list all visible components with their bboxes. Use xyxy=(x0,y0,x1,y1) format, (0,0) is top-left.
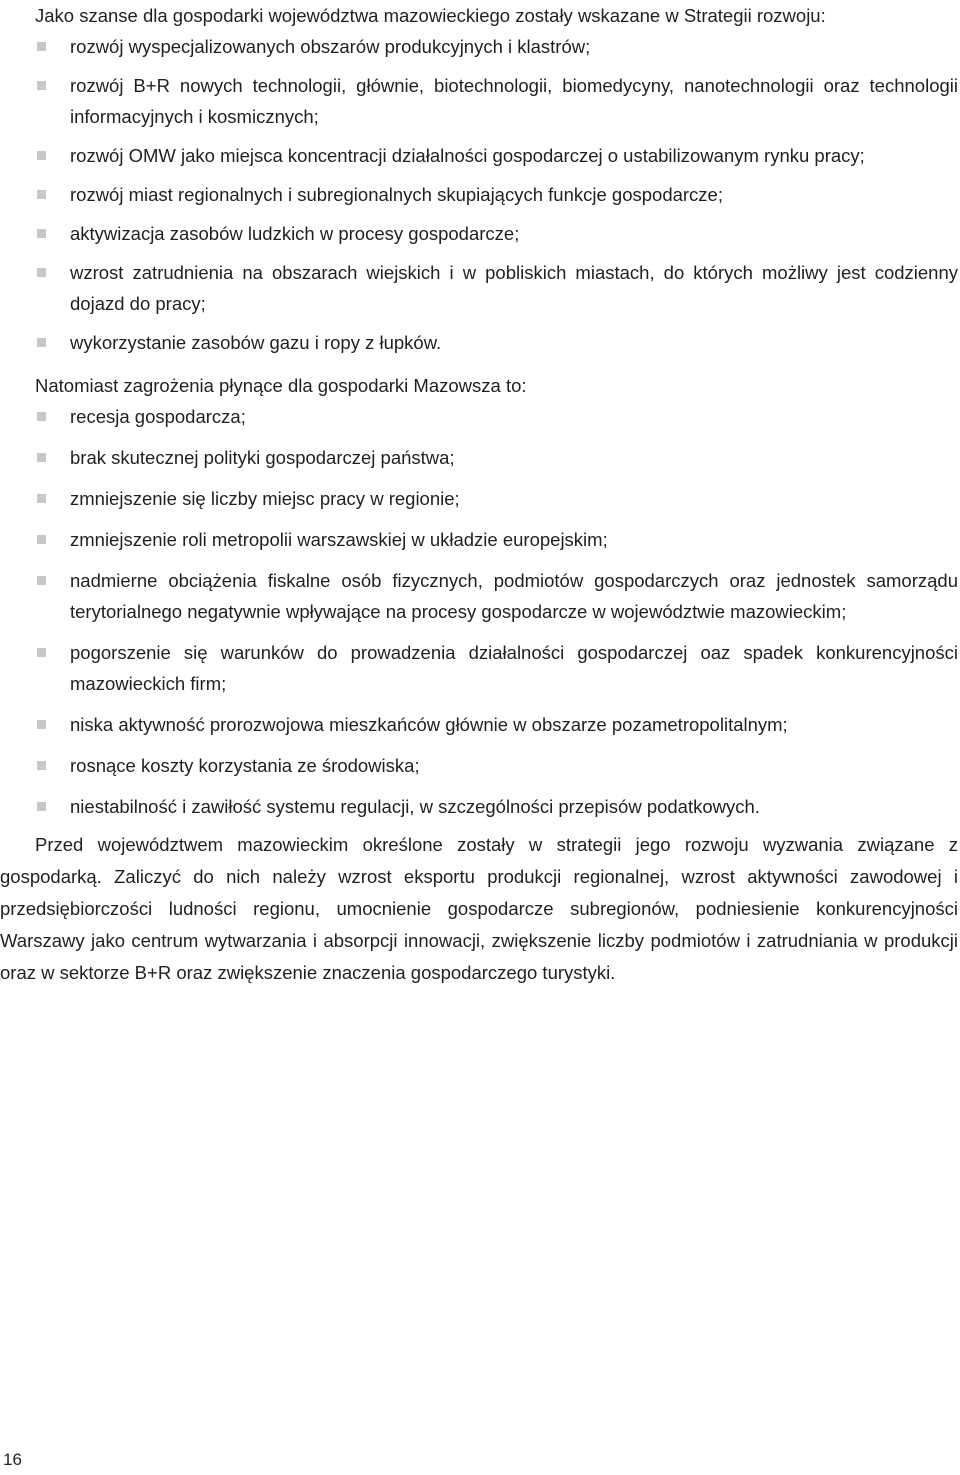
list-item: wzrost zatrudnienia na obszarach wiejskich i w pobliskich miastach, do których możliwy jest codzienny dojazd do pracy; xyxy=(0,257,960,319)
square-bullet-icon xyxy=(37,229,46,238)
square-bullet-icon xyxy=(37,338,46,347)
list-item: brak skutecznej polityki gospodarczej państwa; xyxy=(0,442,960,473)
square-bullet-icon xyxy=(37,761,46,770)
opportunities-list xyxy=(0,31,960,358)
list-item: zmniejszenie się liczby miejsc pracy w regionie; xyxy=(0,483,960,514)
square-bullet-icon xyxy=(37,802,46,811)
list-item: rozwój miast regionalnych i subregionalnych skupiających funkcje gospodarcze; xyxy=(0,179,960,210)
square-bullet-icon xyxy=(37,412,46,421)
list-item: niestabilność i zawiłość systemu regulacji, w szczególności przepisów podatkowych. xyxy=(0,791,960,822)
square-bullet-icon xyxy=(37,720,46,729)
list-item: rozwój OMW jako miejsca koncentracji działalności gospodarczej o ustabilizowanym rynku pracy; xyxy=(0,140,960,171)
square-bullet-icon xyxy=(37,648,46,657)
square-bullet-icon xyxy=(37,576,46,585)
threats-intro: Natomiast zagrożenia płynące dla gospodarki Mazowsza to: xyxy=(35,375,527,396)
square-bullet-icon xyxy=(37,268,46,277)
square-bullet-icon xyxy=(37,81,46,90)
square-bullet-icon xyxy=(37,190,46,199)
list-item: rosnące koszty korzystania ze środowiska; xyxy=(0,750,960,781)
square-bullet-icon xyxy=(37,494,46,503)
closing-paragraph: Przed województwem mazowieckim określone zostały w strategii jego rozwoju wyzwania związane z gospodarką. Zaliczyć do nich należy wzrost eksportu produkcji regionalnej, wzrost aktywności zawodowej i przedsiębiorczości ludności regionu, umocnienie gospodarcze subregionów, podniesienie konkurencyjności Warszawy jako centrum wytwarzania i absorpcji innowacji, zwiększenie liczby podmiotów i zatrudniania w produkcji oraz w sektorze B+R oraz zwiększenie znaczenia gospodarczego turystyki. xyxy=(0,834,958,983)
threats-list xyxy=(0,401,960,822)
list-item: rozwój wyspecjalizowanych obszarów produkcyjnych i klastrów; xyxy=(0,31,960,62)
opportunities-intro: Jako szanse dla gospodarki województwa mazowieckiego zostały wskazane w Strategii rozwoju: xyxy=(35,5,826,26)
list-item: nadmierne obciążenia fiskalne osób fizycznych, podmiotów gospodarczych oraz jednostek samorządu terytorialnego negatywnie wpływające na procesy gospodarcze w województwie mazowieckim; xyxy=(0,565,960,627)
list-item: recesja gospodarcza; xyxy=(0,401,960,432)
list-item: wykorzystanie zasobów gazu i ropy z łupków. xyxy=(0,327,960,358)
square-bullet-icon xyxy=(37,453,46,462)
square-bullet-icon xyxy=(37,42,46,51)
list-item: niska aktywność prorozwojowa mieszkańców głównie w obszarze pozametropolitalnym; xyxy=(0,709,960,740)
list-item: pogorszenie się warunków do prowadzenia działalności gospodarczej oaz spadek konkurencyjności mazowieckich firm; xyxy=(0,637,960,699)
list-item: rozwój B+R nowych technologii, głównie, biotechnologii, biomedycyny, nanotechnologii oraz technologii informacyjnych i kosmicznych; xyxy=(0,70,960,132)
list-item: zmniejszenie roli metropolii warszawskiej w układzie europejskim; xyxy=(0,524,960,555)
square-bullet-icon xyxy=(37,535,46,544)
page-number: 16 xyxy=(3,1450,22,1469)
list-item: aktywizacja zasobów ludzkich w procesy gospodarcze; xyxy=(0,218,960,249)
square-bullet-icon xyxy=(37,151,46,160)
